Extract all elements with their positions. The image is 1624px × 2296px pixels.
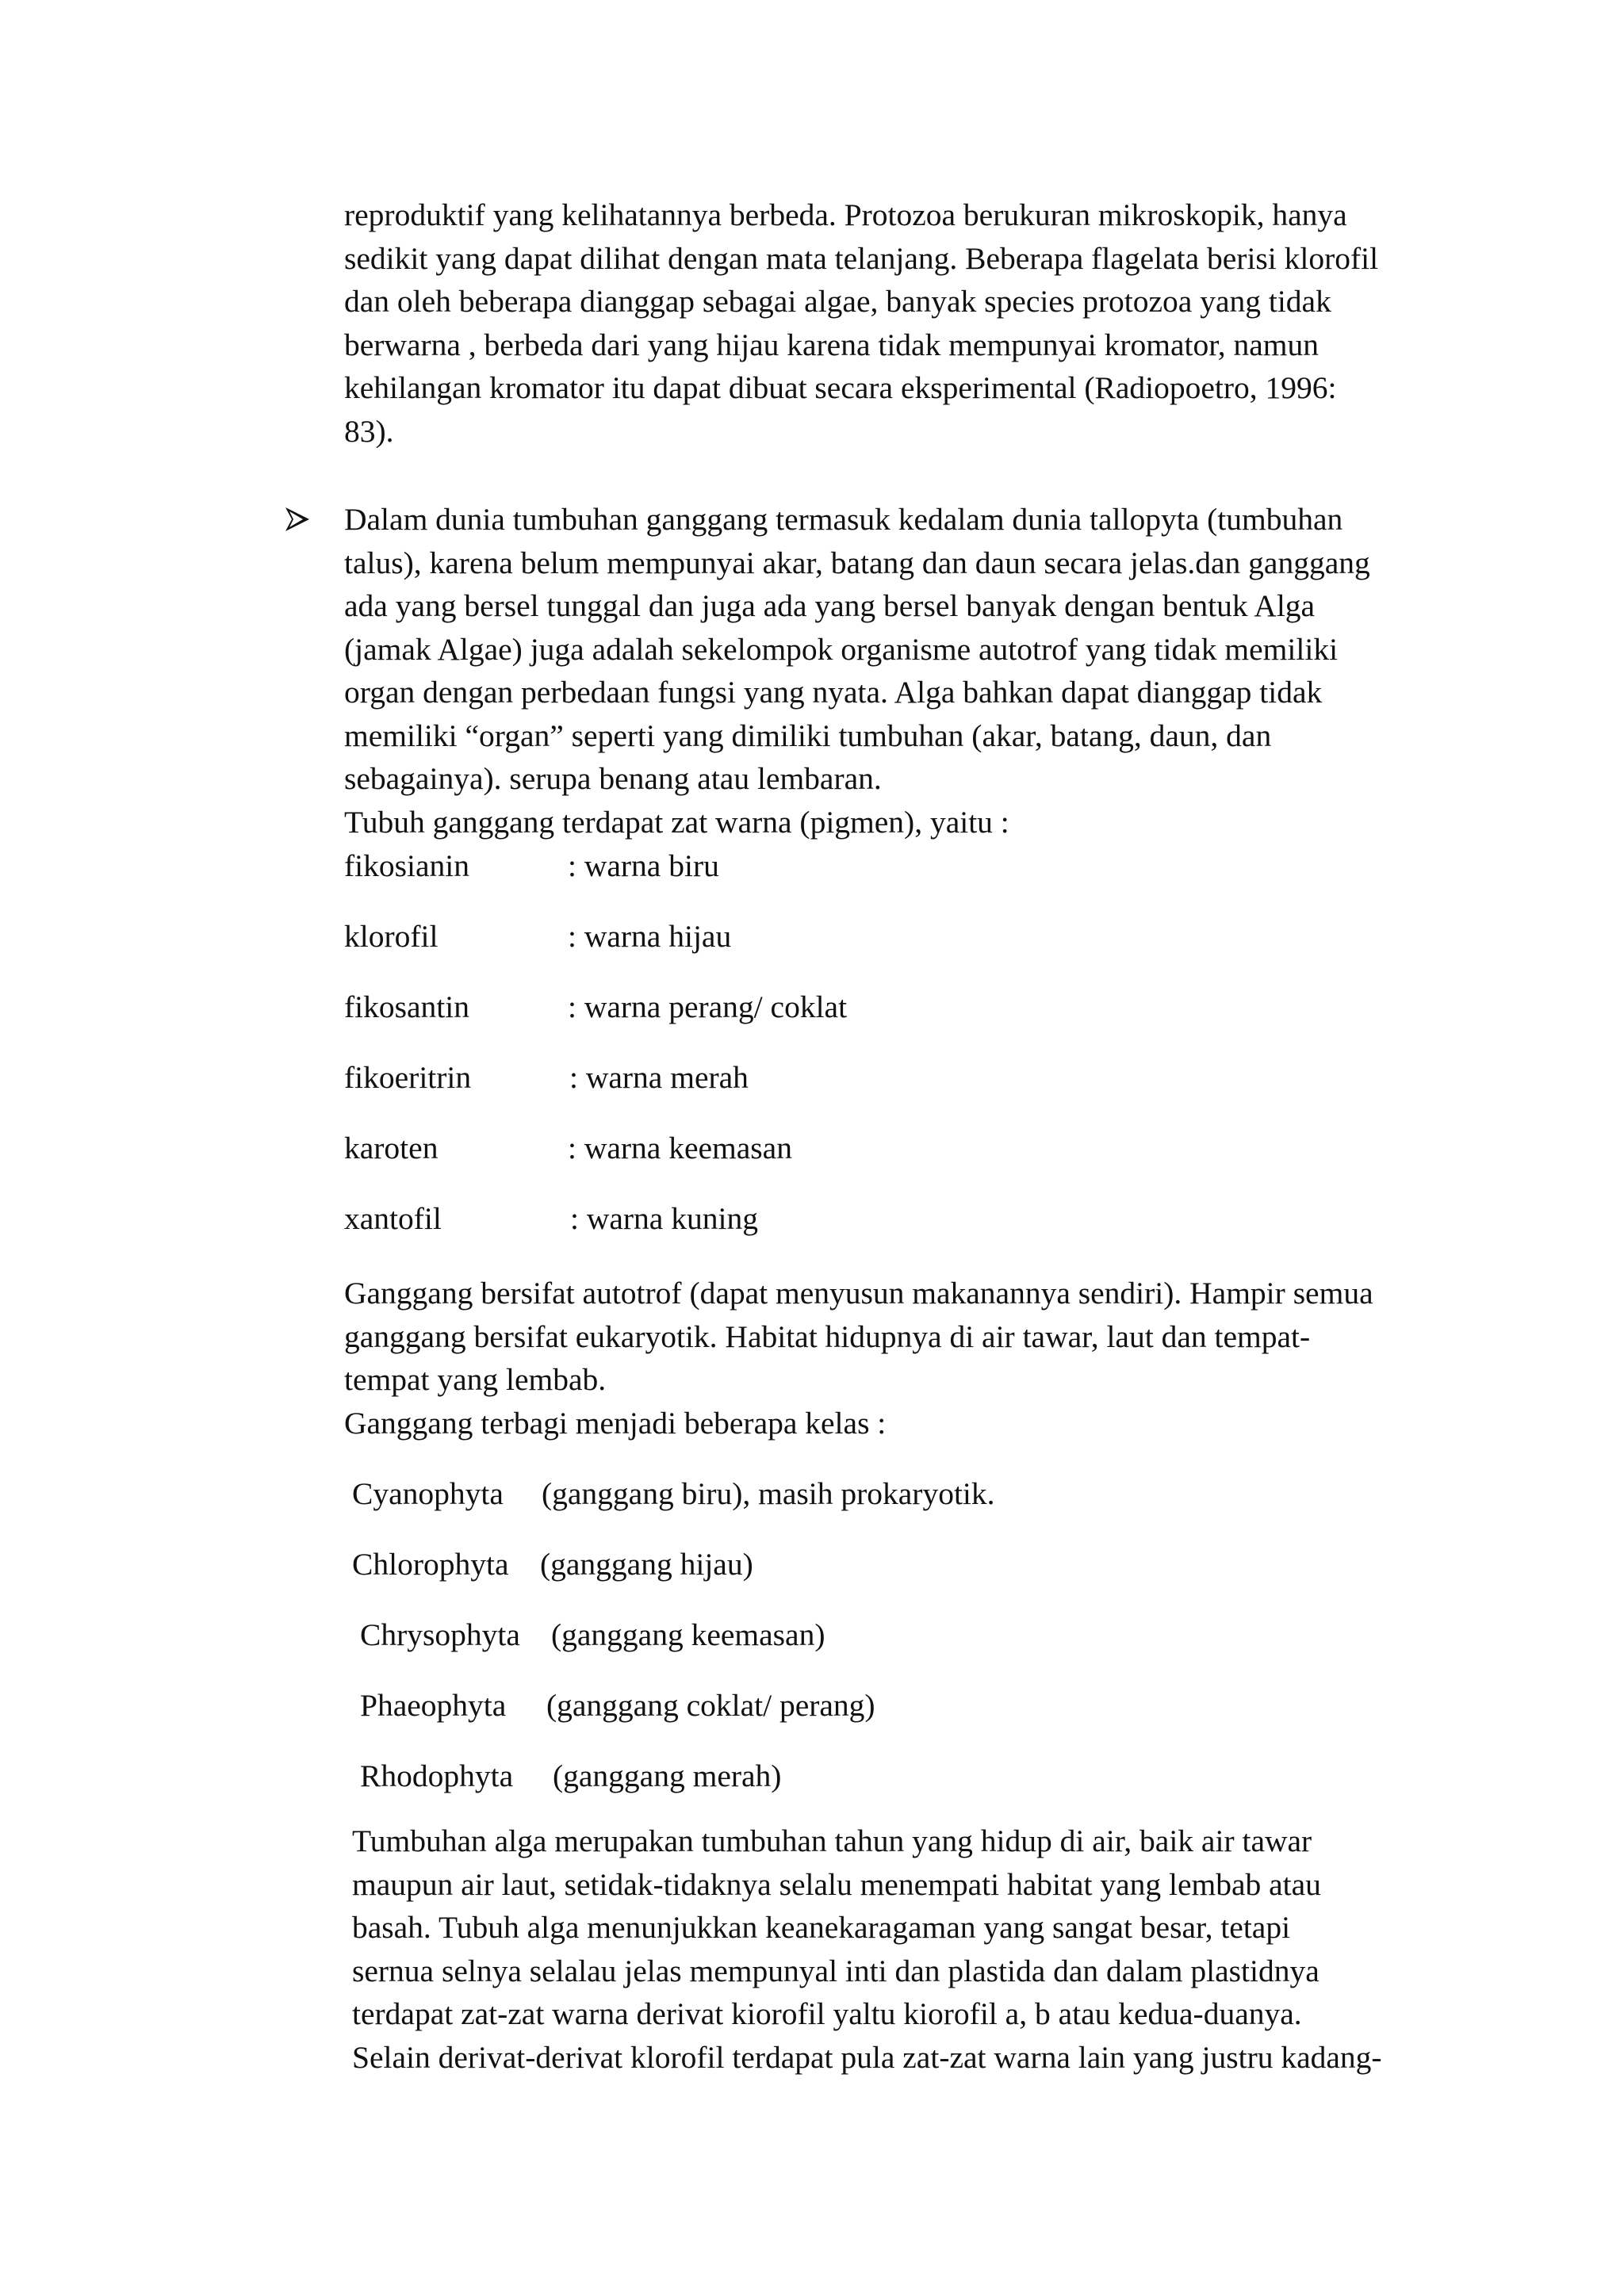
pigment-name: karoten (344, 1131, 439, 1165)
paragraph-line: sernua selnya selalau jelas mempunyal inti dan plastida dan dalam plastidnya (352, 1953, 1320, 1988)
pigment-desc: : warna keemasan (568, 1131, 792, 1165)
intro-line: dan oleh beberapa dianggap sebagai algae, banyak species protozoa yang tidak (344, 284, 1331, 319)
paragraph-line: ganggang bersifat eukaryotik. Habitat hidupnya di air tawar, laut dan tempat- (344, 1318, 1311, 1354)
class-desc: (ganggang biru), masih prokaryotik. (542, 1476, 995, 1511)
class-desc: (ganggang hijau) (540, 1547, 753, 1582)
class-name: Cyanophyta (352, 1476, 504, 1511)
bullet-line: organ dengan perbedaan fungsi yang nyata. Alga bahkan dapat dianggap tidak (344, 675, 1323, 710)
bullet-line: ada yang bersel tunggal dan juga ada yang bersel banyak dengan bentuk Alga (344, 588, 1316, 623)
paragraph-line: Selain derivat-derivat klorofil terdapat pula zat-zat warna lain yang justru kadang- (352, 2039, 1382, 2075)
bullet-line: memiliki “organ” seperti yang dimiliki tumbuhan (akar, batang, daun, dan (344, 718, 1272, 753)
pigment-intro: Tubuh ganggang terdapat zat warna (pigmen), yaitu : (344, 804, 1009, 840)
class-desc: (ganggang merah) (553, 1758, 782, 1793)
bullet-line: sebagainya). serupa benang atau lembaran. (344, 761, 882, 796)
paragraph-line: basah. Tubuh alga menunjukkan keanekaragaman yang sangat besar, tetapi (352, 1910, 1291, 1945)
intro-paragraph (344, 193, 1454, 453)
paragraph-line: terdapat zat-zat warna derivat kiorofil yaltu kiorofil a, b atau kedua-duanya. (352, 1996, 1302, 2031)
pigment-name: fikosantin (344, 989, 469, 1024)
paragraph-line: Ganggang bersifat autotrof (dapat menyusun makanannya sendiri). Hampir semua (344, 1276, 1373, 1311)
pigment-name: klorofil (344, 919, 439, 954)
intro-line: 83). (344, 413, 394, 449)
paragraph-line: Tumbuhan alga merupakan tumbuhan tahun yang hidup di air, baik air tawar (352, 1823, 1312, 1858)
paragraph-line: tempat yang lembab. (344, 1362, 607, 1397)
class-name: Phaeophyta (360, 1688, 507, 1723)
intro-line: berwarna , berbeda dari yang hijau karena tidak mempunyai kromator, namun (344, 327, 1320, 362)
pigment-name: xantofil (344, 1201, 442, 1236)
class-name: Chrysophyta (360, 1617, 520, 1652)
bullet-line: talus), karena belum mempunyai akar, batang dan daun secara jelas.dan ganggang (344, 545, 1370, 580)
classes-intro: Ganggang terbagi menjadi beberapa kelas : (344, 1405, 887, 1441)
pigment-desc: : warna merah (569, 1060, 749, 1095)
bullet-paragraph (344, 498, 1454, 844)
class-name: Chlorophyta (352, 1547, 509, 1582)
pigment-name: fikoeritrin (344, 1060, 472, 1095)
paragraph-line: maupun air laut, setidak-tidaknya selalu menempati habitat yang lembab atau (352, 1866, 1321, 1902)
pigment-desc: : warna hijau (568, 919, 732, 954)
autotrof-paragraph (344, 1272, 1454, 1445)
pigment-desc: : warna kuning (570, 1201, 758, 1236)
class-desc: (ganggang coklat/ perang) (546, 1688, 875, 1723)
bullet-line: Dalam dunia tumbuhan ganggang termasuk kedalam dunia tallopyta (tumbuhan (344, 502, 1343, 537)
bullet-line: (jamak Algae) juga adalah sekelompok organisme autotrof yang tidak memiliki (344, 631, 1339, 667)
intro-line: sedikit yang dapat dilihat dengan mata telanjang. Beberapa flagelata berisi klorofil (344, 240, 1379, 276)
arrow-bullet-icon (282, 498, 314, 541)
intro-line: kehilangan kromator itu dapat dibuat secara eksperimental (Radiopoetro, 1996: (344, 370, 1337, 405)
alga-paragraph (352, 1820, 1462, 2079)
intro-line: reproduktif yang kelihatannya berbeda. Protozoa berukuran mikroskopik, hanya (344, 197, 1347, 232)
pigment-name: fikosianin (344, 848, 469, 883)
pigment-desc: : warna perang/ coklat (568, 989, 848, 1024)
class-name: Rhodophyta (360, 1758, 514, 1793)
pigment-desc: : warna biru (568, 848, 719, 883)
class-desc: (ganggang keemasan) (551, 1617, 825, 1652)
